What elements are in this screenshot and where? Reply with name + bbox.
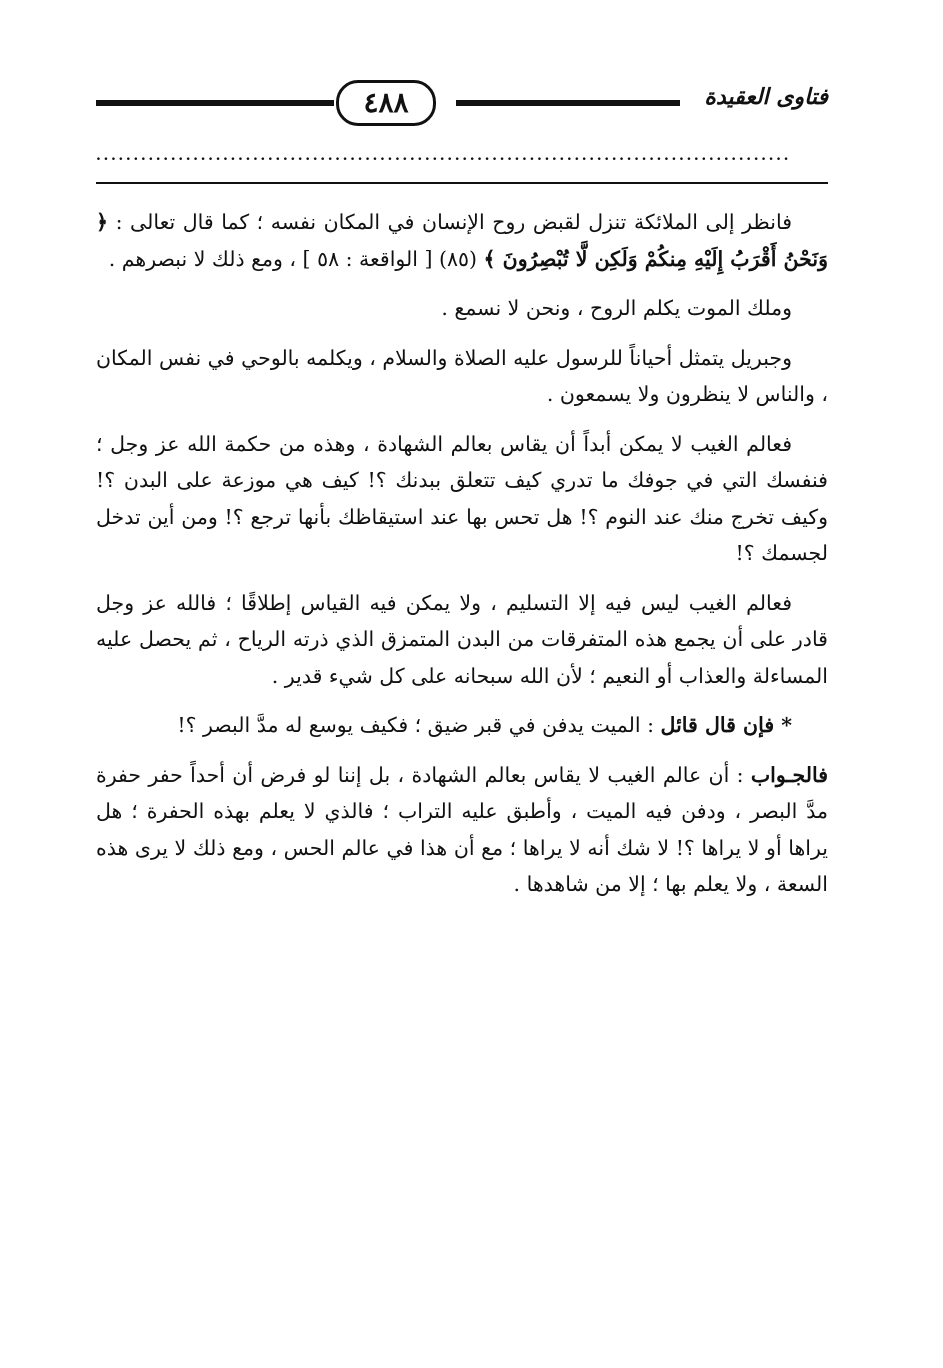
paragraph-text: فانظر إلى الملائكة تنزل لقبض روح الإنسان في المكان نفسه ؛ كما قال تعالى :	[108, 210, 792, 234]
paragraph-3: وجبريل يتمثل أحياناً للرسول عليه الصلاة والسلام ، ويكلمه بالوحي في نفس المكان ، والناس لا ينظرون ولا يسمعون .	[96, 345, 828, 406]
question-text: : الميت يدفن في قبر ضيق ؛ فكيف يوسع له مدَّ البصر ؟!	[177, 713, 661, 737]
answer-lead: فالجـواب	[750, 762, 828, 787]
header-divider	[96, 182, 828, 184]
ayah-number: (٨٥)	[432, 246, 484, 271]
paragraph-4: فعالم الغيب لا يمكن أبداً أن يقاس بعالم الشهادة ، وهذه من حكمة الله عز وجل ؛ فنفسك التي في جوفك ما تدري كيف تتعلق ببدنك ؟! كيف هي موزعة على البدن ؟! وكيف تخرج منك عند النوم ؟! هل تحس بها عند استيقاظك بأنها ترجع ؟! ومن أين تدخل لجسمك ؟!	[96, 431, 828, 565]
quran-verse: ﴿ وَنَحْنُ أَقْرَبُ إِلَيْهِ مِنكُمْ وَلَكِن لَّا تُبْصِرُونَ ﴾	[96, 210, 828, 271]
paragraph-1	[96, 204, 828, 277]
paragraph-text: [ الواقعة : ٥٨ ] ، ومع ذلك لا نبصرهم .	[108, 246, 433, 271]
header-rule-right	[456, 100, 680, 106]
dotted-separator: .............................................................................................	[96, 148, 792, 164]
book-title: فتاوى العقيدة	[704, 84, 828, 110]
page-body	[96, 204, 828, 916]
header-rule-left	[96, 100, 334, 106]
page-number: ٤٨٨	[336, 80, 436, 126]
paragraph-5: فعالم الغيب ليس فيه إلا التسليم ، ولا يمكن فيه القياس إطلاقًا ؛ فالله عز وجل قادر على أن يجمع هذه المتفرقات من البدن المتمزق الذي ذرته الرياح ، ثم يحصل عليه المساءلة والعذاب أو النعيم ؛ لأن الله سبحانه على كل شيء قدير .	[96, 590, 828, 688]
question-paragraph	[96, 707, 828, 744]
answer-text: : أن عالم الغيب لا يقاس بعالم الشهادة ، بل إننا لو فرض أن أحداً حفر حفرة مدَّ البصر ، ودفن فيه الميت ، وأطبق عليه التراب ؛ فالذي لا يعلم بهذه الحفرة ؛ هل يراها أو لا يراها ؟! لا شك أنه لا يراها ؛ مع أن هذا في عالم الحس ، ومع ذلك لا يرى هذه السعة ، ولا يعلم بها ؛ إلا من شاهدها .	[96, 762, 828, 896]
question-lead: فإن قال قائل	[660, 713, 775, 737]
answer-paragraph	[96, 757, 828, 903]
bullet-star: *	[774, 713, 792, 737]
page-header	[96, 72, 828, 132]
paragraph-2: وملك الموت يكلم الروح ، ونحن لا نسمع .	[441, 296, 792, 320]
